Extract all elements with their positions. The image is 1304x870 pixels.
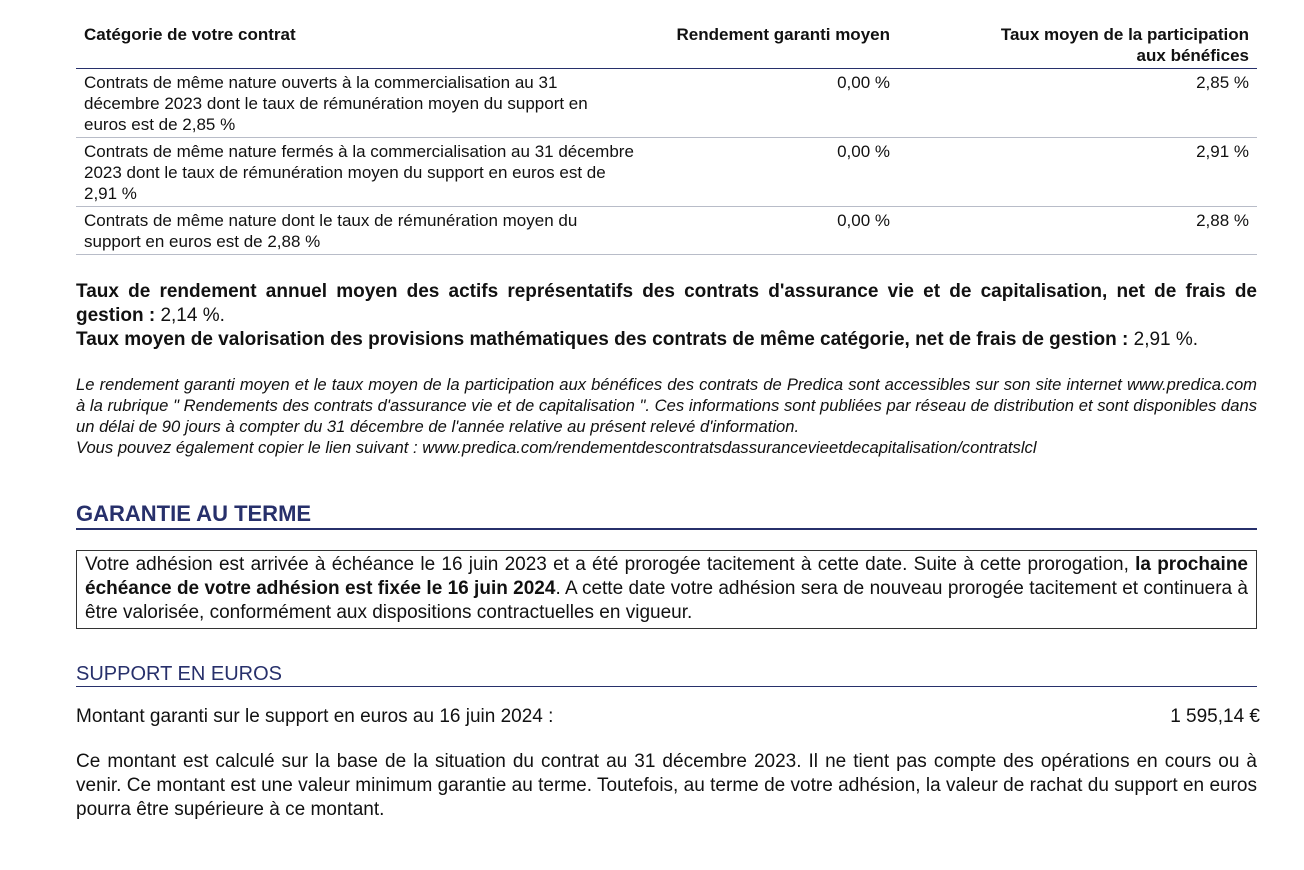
info-note-link-text: Vous pouvez également copier le lien suivant : www.predica.com/rendementdescontratsdassurancevieetdecapitalisation/contratslcl xyxy=(76,438,1037,457)
document-page xyxy=(76,0,1260,822)
garantie-text-bold: la prochaine échéance de votre adhésion est fixée le 16 juin 2024 xyxy=(85,554,1248,599)
cell-profit-sharing: 2,88 % xyxy=(1196,211,1249,230)
section-title-support: SUPPORT EN EUROS xyxy=(76,663,1257,687)
returns-table xyxy=(76,24,1257,255)
cell-guaranteed-return: 0,00 % xyxy=(837,211,890,230)
support-note: Ce montant est calculé sur la base de la situation du contrat au 31 décembre 2023. Il ne tient pas compte des opérations en cours ou à venir. Ce montant est une valeur minimum garantie au terme. Toutefois, au terme de votre adhésion, la valeur de rachat du support en euros pourra être supérieure à ce montant. xyxy=(76,751,1257,820)
header-guaranteed-return: Rendement garanti moyen xyxy=(676,25,890,44)
valuation-rate-value: 2,91 %. xyxy=(1128,329,1199,350)
table-row xyxy=(76,207,1257,255)
table-row xyxy=(76,138,1257,207)
info-note-text: Le rendement garanti moyen et le taux moyen de la participation aux bénéfices des contrats de Predica sont accessibles sur son site internet www.predica.com à la rubrique " Rendements des contrats d'assurance vie et de capitalisation ". Ces informations sont publiées par réseau de distribution et sont disponibles dans un délai de 90 jours à compter du 31 décembre de l'année relative au présent relevé d'information. xyxy=(76,375,1257,436)
section-title-garantie: GARANTIE AU TERME xyxy=(76,501,1257,530)
cell-guaranteed-return: 0,00 % xyxy=(837,73,890,92)
header-profit-sharing xyxy=(898,24,1257,69)
cell-category: Contrats de même nature dont le taux de rémunération moyen du support en euros est de 2,88 % xyxy=(84,211,578,251)
guaranteed-amount-row xyxy=(76,706,1260,728)
annual-yield-value: 2,14 %. xyxy=(155,305,225,326)
garantie-box xyxy=(76,550,1257,629)
guaranteed-amount-value: 1 595,14 € xyxy=(1170,706,1260,727)
garantie-text-end: . A cette date votre adhésion sera de nouveau prorogée tacitement et continuera à être valorisée, conformément aux dispositions contractuelles en vigueur. xyxy=(85,578,1248,623)
cell-guaranteed-return: 0,00 % xyxy=(837,142,890,161)
cell-profit-sharing: 2,91 % xyxy=(1196,142,1249,161)
header-profit-sharing-line2: aux bénéfices xyxy=(1136,46,1249,65)
valuation-rate-label: Taux moyen de valorisation des provisions mathématiques des contrats de même catégorie, net de frais de gestion : xyxy=(76,329,1129,350)
table-row xyxy=(76,69,1257,138)
guaranteed-amount-label: Montant garanti sur le support en euros au 16 juin 2024 : xyxy=(76,706,554,727)
cell-category: Contrats de même nature ouverts à la commercialisation au 31 décembre 2023 dont le taux de rémunération moyen du support en euros est de 2,85 % xyxy=(84,73,588,134)
header-profit-sharing-line1: Taux moyen de la participation xyxy=(1000,25,1249,44)
garantie-text-start: Votre adhésion est arrivée à échéance le 16 juin 2023 et a été prorogée tacitement à cette date. Suite à cette prorogation, xyxy=(85,554,1136,575)
average-rates-paragraph xyxy=(76,280,1257,352)
cell-category: Contrats de même nature fermés à la commercialisation au 31 décembre 2023 dont le taux de rémunération moyen du support en euros est de 2,91 % xyxy=(84,142,634,203)
cell-profit-sharing: 2,85 % xyxy=(1196,73,1249,92)
info-note xyxy=(76,374,1257,458)
header-category: Catégorie de votre contrat xyxy=(84,25,296,44)
annual-yield-label: Taux de rendement annuel moyen des actifs représentatifs des contrats d'assurance vie et de capitalisation, net de frais de gestion : xyxy=(76,281,1257,326)
table-header-row xyxy=(76,24,1257,69)
